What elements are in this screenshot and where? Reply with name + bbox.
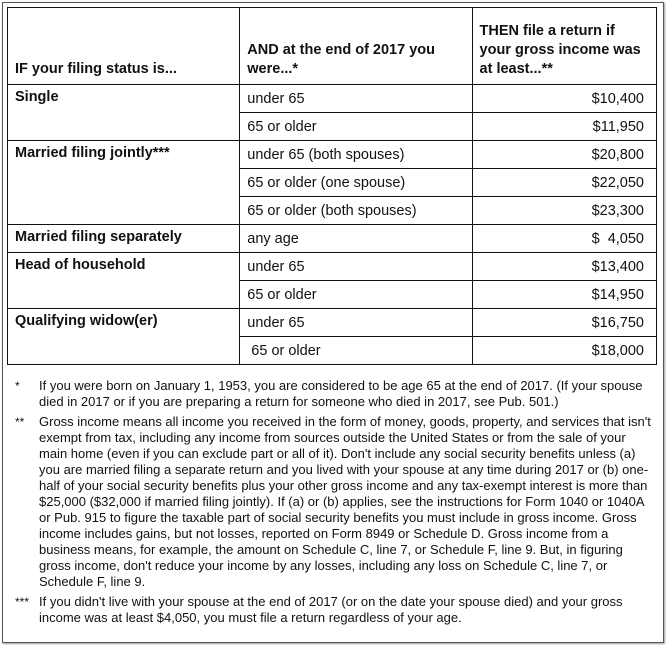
age-cell: under 65 [240, 309, 472, 337]
amount-cell: $11,950 [472, 113, 656, 141]
age-cell: 65 or older (both spouses) [240, 197, 472, 225]
status-head-of-household: Head of household [8, 253, 240, 309]
age-cell: under 65 (both spouses) [240, 141, 472, 169]
table-row [8, 225, 657, 253]
status-single: Single [8, 85, 240, 141]
footnote-text: Gross income means all income you received in the form of money, goods, property, and services that isn't exempt from tax, including any income from sources outside the United States or from the sale of your main home (even if you can exclude part or all of it). Don't include any social security benefits unless (a) you are married filing a separate return and you lived with your spouse at any time during 2017 or (b) one-half of your social security benefits plus your other gross income and any tax-exempt interest is more than $25,000 ($32,000 if married filing jointly). If (a) or (b) applies, see the instructions for Form 1040 or 1040A or Pub. 915 to figure the taxable part of social security benefits you must include in gross income. Gross income includes gains, but not losses, reported on Form 8949 or Schedule D. Gross income from a business means, for example, the amount on Schedule C, line 7, or Schedule F, line 9. But, in figuring gross income, don't reduce your income by any losses, including any loss on Schedule C, line 7, or Schedule F, line 9. [39, 414, 651, 589]
filing-requirements-table [7, 7, 657, 365]
table-row [8, 253, 657, 281]
table-header-row [8, 8, 657, 85]
age-cell: any age [240, 225, 472, 253]
header-age: AND at the end of 2017 you were...* [240, 8, 472, 85]
footnote-mark: * [15, 379, 20, 393]
age-cell: 65 or older [240, 337, 472, 365]
footnotes [7, 378, 655, 630]
table-row [8, 141, 657, 169]
age-cell: 65 or older [240, 113, 472, 141]
amount-cell: $ 4,050 [472, 225, 656, 253]
table-row [8, 309, 657, 337]
amount-cell: $13,400 [472, 253, 656, 281]
status-married-separately: Married filing separately [8, 225, 240, 253]
amount-cell: $16,750 [472, 309, 656, 337]
amount-cell: $10,400 [472, 85, 656, 113]
amount-cell: $23,300 [472, 197, 656, 225]
footnote-age [7, 378, 655, 410]
amount-cell: $20,800 [472, 141, 656, 169]
footnote-text: If you didn't live with your spouse at the end of 2017 (or on the date your spouse died) and your gross income was at least $4,050, you must file a return regardless of your age. [39, 594, 623, 625]
header-gross-income: THEN file a return if your gross income was at least...** [472, 8, 656, 85]
amount-cell: $22,050 [472, 169, 656, 197]
age-cell: under 65 [240, 253, 472, 281]
status-qualifying-widower: Qualifying widow(er) [8, 309, 240, 365]
footnote-mark: ** [15, 415, 25, 429]
table-row [8, 85, 657, 113]
header-filing-status: IF your filing status is... [8, 8, 240, 85]
age-cell: 65 or older [240, 281, 472, 309]
footnote-text: If you were born on January 1, 1953, you are considered to be age 65 at the end of 2017. (If your spouse died in 2017 or if you are preparing a return for someone who died in 2017, see Pub. 501.) [39, 378, 643, 409]
footnote-mark: *** [15, 595, 30, 609]
amount-cell: $18,000 [472, 337, 656, 365]
amount-cell: $14,950 [472, 281, 656, 309]
status-married-jointly: Married filing jointly*** [8, 141, 240, 225]
age-cell: 65 or older (one spouse) [240, 169, 472, 197]
footnote-gross-income [7, 414, 655, 590]
document-frame [2, 2, 664, 643]
footnote-spouse [7, 594, 655, 626]
age-cell: under 65 [240, 85, 472, 113]
